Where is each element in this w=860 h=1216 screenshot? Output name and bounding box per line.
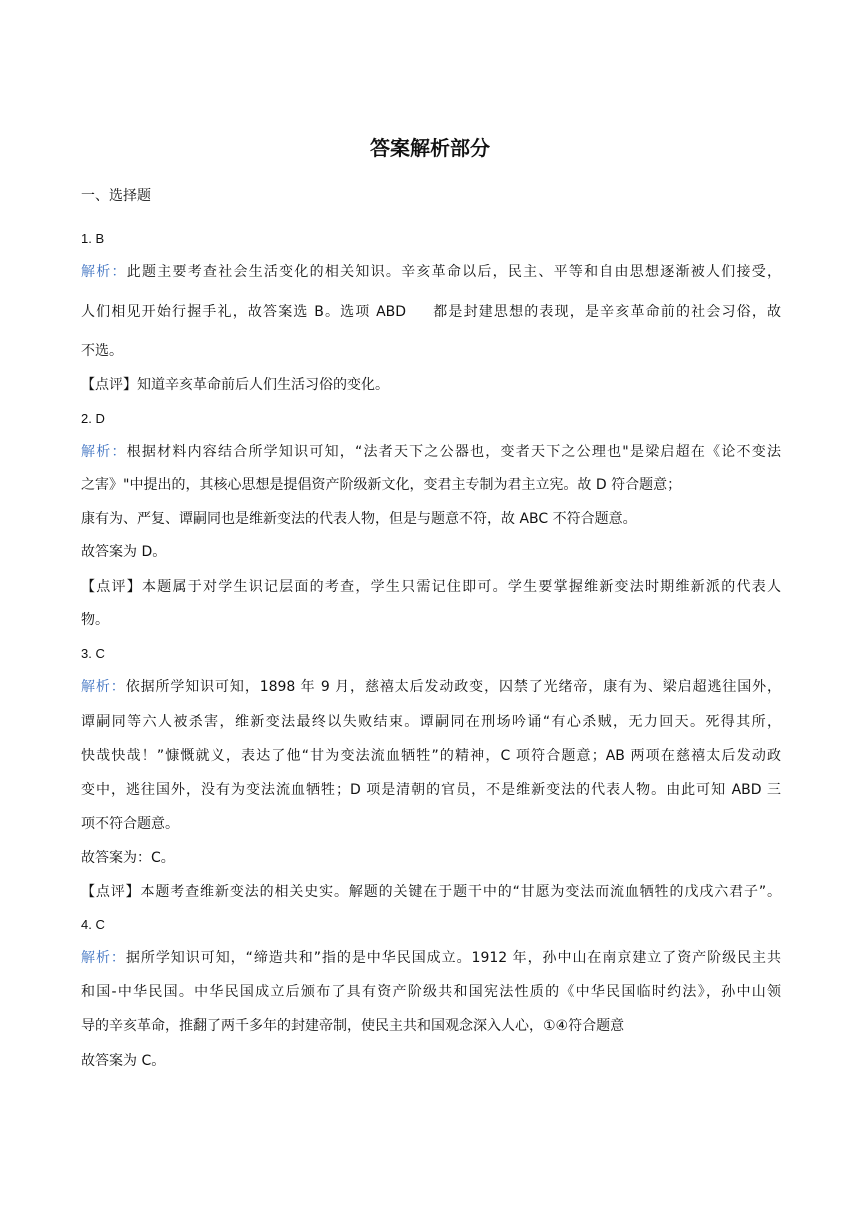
q3-analysis-line-4: 变中，逃往国外，没有为变法流血牺牲；D 项是清朝的官员，不是维新变法的代表人物。由此可知 ABD 三 bbox=[81, 782, 781, 798]
q4-answer: 4. C bbox=[81, 917, 105, 932]
q1-analysis-line-3: 不选。 bbox=[81, 343, 123, 359]
q1-analysis-line-1: 解析：此题主要考查社会生活变化的相关知识。辛亥革命以后，民主、平等和自由思想逐渐被人们接受， bbox=[81, 264, 781, 280]
q3-analysis-line-2: 谭嗣同等六人被杀害，维新变法最终以失败结束。谭嗣同在刑场吟诵“有心杀贼，无力回天。死得其所， bbox=[81, 714, 781, 730]
q3-comment: 【点评】本题考查维新变法的相关史实。解题的关键在于题干中的“甘愿为变法而流血牺牲的戊戌六君子”。 bbox=[81, 884, 781, 900]
q4-analysis-line-3: 导的辛亥革命，推翻了两千多年的封建帝制，使民主共和国观念深入人心，①④符合题意 bbox=[81, 1018, 625, 1034]
analysis-label: 解析： bbox=[81, 444, 127, 460]
q1-answer: 1. B bbox=[81, 231, 105, 246]
q3-analysis-line-6: 故答案为：C。 bbox=[81, 850, 175, 866]
analysis-label: 解析： bbox=[81, 679, 126, 695]
q4-analysis-line-1: 解析：据所学知识可知，“缔造共和”指的是中华民国成立。1912 年，孙中山在南京建立了资产阶级民主共 bbox=[81, 950, 782, 966]
q3-analysis-line-3: 快哉快哉！”慷慨就义，表达了他“甘为变法流血牺牲”的精神，C 项符合题意；AB 两项在慈禧太后发动政 bbox=[81, 748, 781, 764]
q3-answer: 3. C bbox=[81, 646, 105, 661]
analysis-label: 解析： bbox=[81, 950, 126, 966]
analysis-label: 解析： bbox=[81, 264, 127, 280]
page-title: 答案解析部分 bbox=[370, 136, 490, 160]
section-heading: 一、选择题 bbox=[81, 188, 151, 204]
q2-analysis-line-2: 之害》"中提出的，其核心思想是提倡资产阶级新文化，变君主专制为君主立宪。故 D 符合题意； bbox=[81, 477, 682, 493]
q4-analysis-line-4: 故答案为 C。 bbox=[81, 1053, 166, 1069]
q2-analysis-line-3: 康有为、严复、谭嗣同也是维新变法的代表人物，但是与题意不符，故 ABC 不符合题意。 bbox=[81, 511, 637, 527]
comment-label: 【点评】 bbox=[81, 884, 141, 900]
q2-answer: 2. D bbox=[81, 411, 105, 426]
q4-analysis-line-2: 和国-中华民国。中华民国成立后颁布了具有资产阶级共和国宪法性质的《中华民国临时约法》，孙中山领 bbox=[81, 984, 781, 1000]
q1-comment: 【点评】知道辛亥革命前后人们生活习俗的变化。 bbox=[81, 377, 389, 393]
q3-analysis-line-5: 项不符合题意。 bbox=[81, 816, 179, 832]
q1-analysis-line-2: 人们相见开始行握手礼，故答案选 B。选项 ABD 都是封建思想的表现，是辛亥革命前的社会习俗，故 bbox=[81, 304, 781, 320]
q2-analysis-line-4: 故答案为 D。 bbox=[81, 544, 167, 560]
q2-analysis-line-1: 解析：根据材料内容结合所学知识可知，“法者天下之公器也，变者天下之公理也"是梁启超在《论不变法 bbox=[81, 444, 781, 460]
comment-label: 【点评】 bbox=[81, 579, 142, 595]
q2-comment-line-1: 【点评】本题属于对学生识记层面的考查，学生只需记住即可。学生要掌握维新变法时期维新派的代表人 bbox=[81, 579, 782, 595]
comment-label: 【点评】 bbox=[81, 377, 137, 393]
q3-analysis-line-1: 解析：依据所学知识可知，1898 年 9 月，慈禧太后发动政变，囚禁了光绪帝，康有为、梁启超逃往国外， bbox=[81, 679, 782, 695]
q2-comment-line-2: 物。 bbox=[81, 612, 109, 628]
